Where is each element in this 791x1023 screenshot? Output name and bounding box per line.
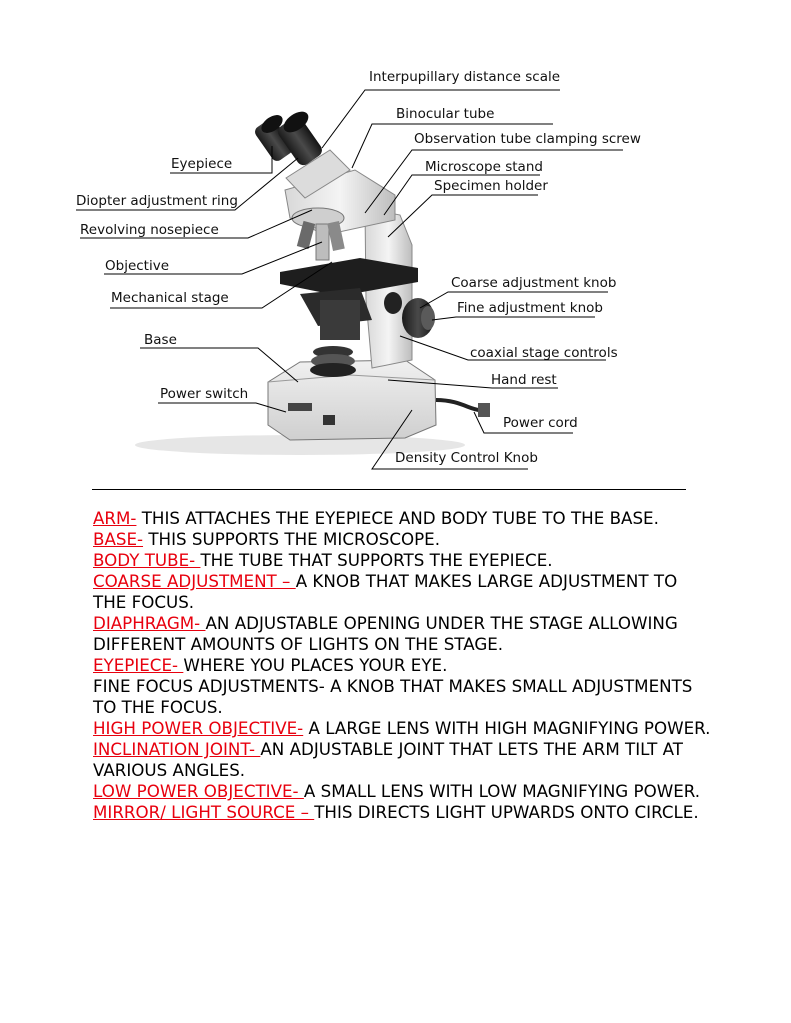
label-revolving-nosepiece: Revolving nosepiece [80,222,219,238]
definition-text: THE TUBE THAT SUPPORTS THE EYEPIECE. [200,550,553,570]
definition-text: A KNOB THAT MAKES SMALL ADJUSTMENTS TO THE FOCUS. [93,676,693,717]
definition-term: COARSE ADJUSTMENT – [93,571,296,591]
definition-text: A KNOB THAT MAKES LARGE ADJUSTMENT TO THE FOCUS. [93,571,678,612]
definition-item [93,676,713,718]
label-microscope-stand: Microscope stand [425,159,543,175]
definition-item [93,550,713,571]
definition-term: FINE FOCUS ADJUSTMENTS- [93,676,325,696]
definition-term: EYEPIECE- [93,655,184,675]
definition-item [93,739,713,781]
definition-text: THIS DIRECTS LIGHT UPWARDS ONTO CIRCLE. [314,802,699,822]
label-diopter-adjustment-ring: Diopter adjustment ring [76,193,238,209]
label-base: Base [144,332,177,348]
label-specimen-holder: Specimen holder [434,178,548,194]
definition-term: MIRROR/ LIGHT SOURCE – [93,802,315,822]
definitions-list [93,508,713,823]
definition-item [93,781,713,802]
definition-item [93,613,713,655]
label-binocular-tube: Binocular tube [396,106,495,122]
definition-item [93,655,713,676]
definition-term: LOW POWER OBJECTIVE- [93,781,304,801]
definition-text: A LARGE LENS WITH HIGH MAGNIFYING POWER. [303,718,711,738]
definition-term: ARM- [93,508,137,528]
definition-text: WHERE YOU PLACES YOUR EYE. [183,655,448,675]
definition-item [93,571,713,613]
label-objective: Objective [105,258,170,274]
label-interpupillary-distance-scale: Interpupillary distance scale [369,69,561,85]
label-power-cord: Power cord [503,415,578,431]
label-fine-adjustment-knob: Fine adjustment knob [457,300,603,316]
label-mechanical-stage: Mechanical stage [111,290,229,306]
definition-item [93,802,713,823]
label-hand-rest: Hand rest [491,372,557,388]
definition-item [93,508,713,529]
definition-term: BODY TUBE- [93,550,201,570]
definition-term: BASE- [93,529,144,549]
label-density-control-knob: Density Control Knob [395,450,538,466]
definition-term: INCLINATION JOINT- [93,739,261,759]
definition-text: THIS SUPPORTS THE MICROSCOPE. [143,529,441,549]
label-coarse-adjustment-knob: Coarse adjustment knob [451,275,617,291]
definition-text: AN ADJUSTABLE JOINT THAT LETS THE ARM TILT AT VARIOUS ANGLES. [93,739,683,780]
label-power-switch: Power switch [160,386,249,402]
label-coaxial-stage-controls: coaxial stage controls [470,345,618,361]
definition-item [93,529,713,550]
definition-term: HIGH POWER OBJECTIVE- [93,718,304,738]
label-eyepiece: Eyepiece [171,156,233,172]
definition-text: THIS ATTACHES THE EYEPIECE AND BODY TUBE TO THE BASE. [136,508,659,528]
definition-text: A SMALL LENS WITH LOW MAGNIFYING POWER. [303,781,701,801]
definition-term: DIAPHRAGM- [93,613,206,633]
definition-text: AN ADJUSTABLE OPENING UNDER THE STAGE ALLOWING DIFFERENT AMOUNTS OF LIGHTS ON THE STAGE. [93,613,678,654]
definition-item [93,718,713,739]
label-observation-tube-clamping-screw: Observation tube clamping screw [414,131,641,147]
separator-rule [92,489,686,490]
